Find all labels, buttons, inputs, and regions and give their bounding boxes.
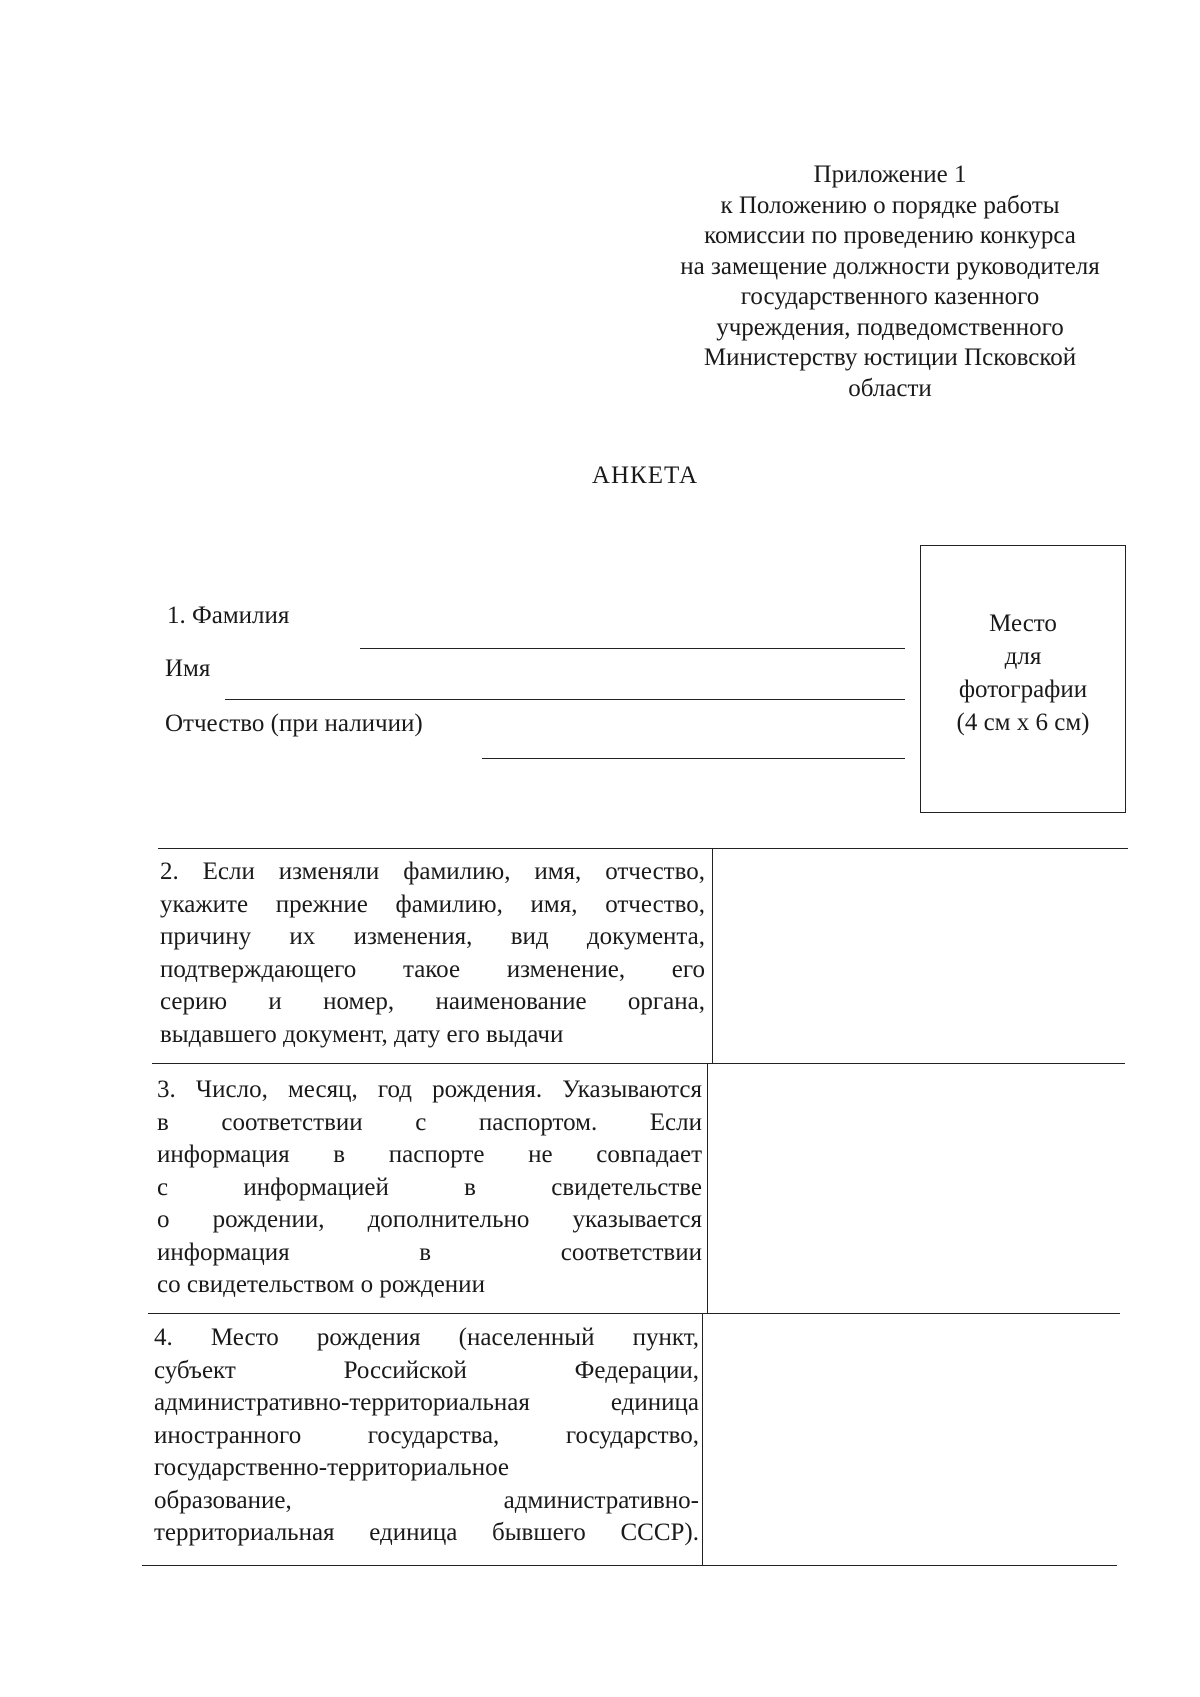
photo-caption	[957, 607, 1090, 739]
question-line: причину их изменения, вид документа,	[160, 923, 705, 950]
table-top-border	[158, 848, 1128, 849]
table-bottom-border	[142, 1565, 1117, 1566]
question-line: иностранного государства, государство,	[154, 1421, 699, 1449]
question-line: административно-территориальная единица	[154, 1389, 699, 1416]
table-row-question	[154, 1322, 699, 1550]
table-row-answer[interactable]	[716, 852, 1116, 1060]
table-row-question	[160, 856, 705, 1051]
table-row-answer[interactable]	[711, 1067, 1111, 1309]
question-line: серию и номер, наименование органа,	[160, 988, 705, 1015]
question-line: субъект Российской Федерации,	[154, 1356, 699, 1384]
question-line: 4. Место рождения (населенный пункт,	[154, 1324, 699, 1351]
question-line: образование, административно-	[154, 1486, 699, 1514]
question-line: со свидетельством о рождении	[157, 1271, 485, 1298]
question-line: 2. Если изменяли фамилию, имя, отчество,	[160, 858, 705, 885]
patronymic-input-line[interactable]	[482, 758, 905, 759]
photo-placeholder	[920, 545, 1126, 813]
appendix-header	[640, 160, 1140, 404]
appendix-line: к Положению о порядке работы	[720, 191, 1060, 219]
question-line: информация в паспорте не совпадает	[157, 1141, 702, 1168]
appendix-line: области	[848, 374, 932, 402]
appendix-line: комиссии по проведению конкурса	[704, 222, 1076, 249]
photo-caption-line: для	[1004, 643, 1042, 670]
photo-caption-line: фотографии	[958, 676, 1088, 703]
question-line: с информацией в свидетельстве	[157, 1173, 702, 1201]
table-column-divider	[712, 848, 713, 1063]
question-line: информация в соответствии	[157, 1238, 702, 1266]
question-line: территориальная единица бывшего СССР).	[154, 1519, 699, 1546]
surname-input-line[interactable]	[360, 648, 905, 649]
table-column-divider	[702, 1313, 703, 1565]
question-line: в соответствии с паспортом. Если	[157, 1108, 702, 1136]
name-label: Имя	[165, 655, 211, 682]
photo-caption-line: Место	[989, 610, 1057, 637]
appendix-line: Министерству юстиции Псковской	[703, 344, 1077, 371]
patronymic-label: Отчество (при наличии)	[165, 710, 423, 737]
question-line: 3. Число, месяц, год рождения. Указываются	[157, 1076, 702, 1103]
photo-caption-line: (4 см х 6 см)	[956, 709, 1090, 736]
table-row-answer[interactable]	[706, 1317, 1106, 1561]
name-input-line[interactable]	[225, 699, 905, 700]
appendix-line: Приложение 1	[813, 161, 967, 188]
table-column-divider	[707, 1063, 708, 1313]
question-line: подтверждающего такое изменение, его	[160, 955, 705, 983]
appendix-line: на замещение должности руководителя	[680, 252, 1100, 280]
page-title: АНКЕТА	[591, 462, 699, 489]
question-line: о рождении, дополнительно указывается	[157, 1206, 702, 1233]
question-line: укажите прежние фамилию, имя, отчество,	[160, 890, 705, 918]
table-row-divider	[148, 1313, 1120, 1314]
table-row-question	[157, 1074, 702, 1302]
appendix-line: государственного казенного	[740, 283, 1040, 310]
table-row-divider	[152, 1063, 1125, 1064]
question-line: государственно-территориальное	[154, 1454, 509, 1481]
question-line: выдавшего документ, дату его выдачи	[160, 1020, 564, 1048]
surname-label: 1. Фамилия	[167, 602, 290, 629]
appendix-line: учреждения, подведомственного	[716, 313, 1064, 341]
